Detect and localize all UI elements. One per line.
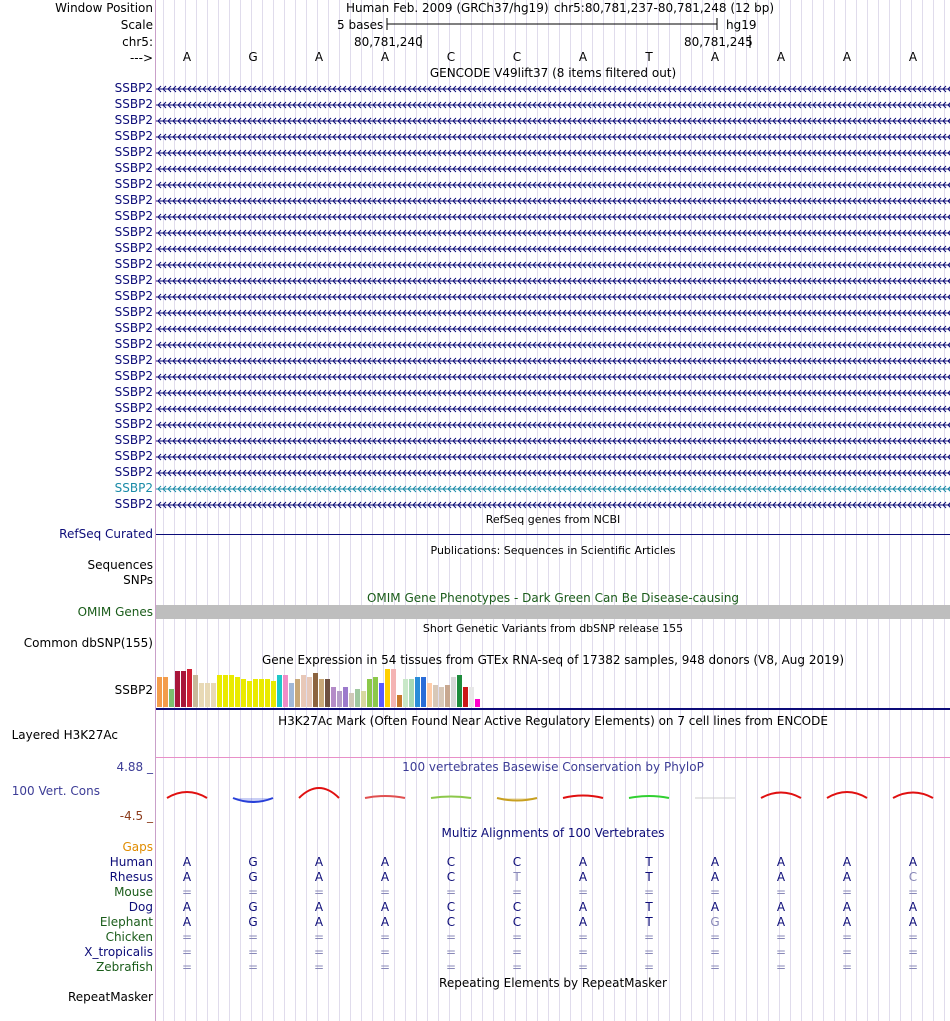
alignment-base: = [445,945,457,959]
alignment-base: = [841,885,853,899]
gencode-transcript[interactable] [156,435,950,447]
gtex-tissue-bar[interactable] [157,677,162,707]
gencode-transcript-label[interactable]: SSBP2 [114,113,153,127]
alignment-base: A [710,900,720,914]
gtex-tissue-bar[interactable] [427,683,432,707]
alignment-base: = [643,960,655,974]
alignment-base: = [907,885,919,899]
gtex-tissue-bar[interactable] [337,691,342,707]
scale-label: Scale [120,18,153,32]
gencode-transcript-label[interactable]: SSBP2 [114,97,153,111]
gtex-tissue-bar[interactable] [319,679,324,707]
gencode-transcript-label[interactable]: SSBP2 [114,433,153,447]
chrom-label: chr5: [122,35,153,49]
gtex-tissue-bar[interactable] [415,677,420,707]
alignment-base: = [709,930,721,944]
phylop-score-mark[interactable] [431,797,471,799]
alignment-base: = [775,885,787,899]
phylop-score-mark[interactable] [629,796,669,798]
alignment-base: = [577,885,589,899]
alignment-base: A [908,915,918,929]
gencode-transcript-label[interactable]: SSBP2 [114,289,153,303]
gencode-transcript[interactable] [156,163,950,175]
gencode-transcript[interactable] [156,451,950,463]
gtex-tissue-bar[interactable] [181,671,186,707]
alignment-base: = [379,885,391,899]
h3k27ac-baseline [156,757,950,758]
gtex-tissue-bar[interactable] [313,673,318,707]
gtex-tissue-bar[interactable] [277,675,282,707]
alignment-base: = [445,960,457,974]
gtex-tissue-bar[interactable] [283,675,288,707]
gtex-tissue-bar[interactable] [349,693,354,707]
gencode-transcript[interactable] [156,243,950,255]
dna-base: A [842,50,852,64]
h3k27ac-track-title: H3K27Ac Mark (Often Found Near Active Regulatory Elements) on 7 cell lines from ENCODE [278,714,828,728]
phylop-max-label: 4.88 _ [116,760,153,774]
alignment-base: A [908,855,918,869]
alignment-base: = [181,960,193,974]
phylop-score-mark[interactable] [497,798,537,801]
alignment-base: = [643,930,655,944]
omim-track-title: OMIM Gene Phenotypes - Dark Green Can Be Disease-causing [366,591,740,605]
alignment-base: A [578,900,588,914]
gtex-tissue-bar[interactable] [217,675,222,707]
alignment-base: = [379,945,391,959]
alignment-base: G [248,870,258,884]
gtex-track-title: Gene Expression in 54 tissues from GTEx RNA-seq of 17382 samples, 948 donors (V8, Aug 2019) [261,653,845,667]
db-label: hg19 [726,18,757,32]
gtex-label[interactable]: SSBP2 [114,683,153,697]
gtex-tissue-bar[interactable] [169,689,174,707]
phylop-score-mark[interactable] [299,788,339,798]
gencode-transcript[interactable] [156,307,950,319]
alignment-base: = [313,930,325,944]
gencode-transcript[interactable] [156,179,950,191]
species-label[interactable]: Elephant [99,915,153,929]
gencode-transcript[interactable] [156,339,950,351]
gtex-tissue-bar[interactable] [235,677,240,707]
gtex-tissue-bar[interactable] [259,679,264,707]
alignment-base: = [709,960,721,974]
alignment-base: = [379,930,391,944]
gencode-transcript-label[interactable]: SSBP2 [114,417,153,431]
species-label[interactable]: Human [109,855,153,869]
omim-label[interactable]: OMIM Genes [77,605,153,619]
alignment-base: A [182,900,192,914]
gtex-tissue-bar[interactable] [409,679,414,707]
gtex-tissue-bar[interactable] [199,683,204,707]
gencode-transcript[interactable] [156,291,950,303]
gtex-tissue-bar[interactable] [433,685,438,707]
dna-base: T [645,50,653,64]
alignment-base: A [842,915,852,929]
gtex-tissue-bar[interactable] [343,687,348,707]
alignment-base: = [775,960,787,974]
gtex-tissue-bar[interactable] [469,687,474,707]
alignment-base: = [841,945,853,959]
phylop-score-mark[interactable] [827,792,867,798]
dna-base: C [512,50,522,64]
gencode-transcript[interactable] [156,483,950,495]
multiz-track-title: Multiz Alignments of 100 Vertebrates [441,826,665,840]
omim-feature-bar[interactable] [156,605,950,619]
alignment-base: G [248,900,258,914]
alignment-base: A [776,855,786,869]
gencode-transcript-label[interactable]: SSBP2 [114,385,153,399]
alignment-base: A [842,900,852,914]
alignment-base: = [775,945,787,959]
dna-base: C [446,50,456,64]
alignment-base: A [578,855,588,869]
phylop-score-mark[interactable] [563,796,603,799]
gtex-tissue-bar[interactable] [253,679,258,707]
gencode-transcript-label[interactable]: SSBP2 [114,497,153,511]
alignment-base: = [841,930,853,944]
species-label[interactable]: Zebrafish [96,960,153,974]
alignment-base: A [578,870,588,884]
dna-base: A [182,50,192,64]
track-label-panel [0,0,156,1021]
alignment-base: A [776,900,786,914]
gtex-tissue-bar[interactable] [391,669,396,707]
gtex-tissue-bar[interactable] [451,677,456,707]
alignment-base: A [380,900,390,914]
gtex-tissue-bar[interactable] [175,671,180,707]
snps-label[interactable]: SNPs [123,573,153,587]
gencode-transcript[interactable] [156,323,950,335]
alignment-base: G [248,855,258,869]
alignment-base: A [842,855,852,869]
gtex-tissue-bar[interactable] [355,689,360,707]
gtex-tissue-bar[interactable] [379,683,384,707]
repeatmasker-label[interactable]: RepeatMasker [67,990,153,1004]
gtex-tissue-bar[interactable] [475,699,480,707]
gencode-transcript[interactable] [156,419,950,431]
alignment-base: T [645,855,653,869]
gencode-transcript[interactable] [156,371,950,383]
alignment-base: = [709,945,721,959]
alignment-base: C [908,870,918,884]
phylop-score-mark[interactable] [893,793,933,799]
alignment-base: A [710,870,720,884]
alignment-base: = [445,930,457,944]
species-label[interactable]: X_tropicalis [84,945,153,959]
alignment-base: = [709,885,721,899]
alignment-base: = [643,945,655,959]
gencode-transcript-label[interactable]: SSBP2 [114,257,153,271]
alignment-base: T [513,870,521,884]
gencode-transcript-label[interactable]: SSBP2 [114,353,153,367]
gtex-tissue-bar[interactable] [385,669,390,707]
gtex-tissue-bar[interactable] [397,695,402,707]
alignment-base: A [182,915,192,929]
alignment-base: C [512,900,522,914]
alignment-base: A [314,855,324,869]
alignment-base: A [182,855,192,869]
alignment-base: = [907,945,919,959]
species-label[interactable]: Chicken [105,930,153,944]
gtex-tissue-bar[interactable] [445,685,450,707]
dna-base: A [314,50,324,64]
alignment-base: A [578,915,588,929]
alignment-base: = [247,930,259,944]
alignment-base: A [380,870,390,884]
alignment-base: = [313,885,325,899]
alignment-base: A [776,870,786,884]
gencode-transcript[interactable] [156,131,950,143]
gtex-tissue-bar[interactable] [211,683,216,707]
track-image-area[interactable] [156,0,950,1021]
alignment-base: C [512,855,522,869]
alignment-base: = [445,885,457,899]
gtex-tissue-bar[interactable] [307,677,312,707]
gtex-tissue-bar[interactable] [229,675,234,707]
assembly-name: Human Feb. 2009 (GRCh37/hg19) [346,1,549,15]
alignment-base: = [775,930,787,944]
gencode-transcript-label[interactable]: SSBP2 [114,145,153,159]
alignment-base: T [645,915,653,929]
h3k27ac-label[interactable]: Layered H3K27Ac [11,728,118,742]
alignment-base: A [314,900,324,914]
gencode-transcript-label[interactable]: SSBP2 [114,209,153,223]
alignment-base: A [380,855,390,869]
gencode-transcript-label[interactable]: SSBP2 [114,81,153,95]
phylop-score-mark[interactable] [233,798,273,802]
gencode-transcript-label[interactable]: SSBP2 [114,177,153,191]
gencode-transcript-label[interactable]: SSBP2 [114,193,153,207]
alignment-base: = [577,930,589,944]
phylop-conservation-plot[interactable] [156,774,950,824]
species-label[interactable]: Mouse [114,885,153,899]
gencode-transcript-label[interactable]: SSBP2 [114,225,153,239]
phylop-min-label: -4.5 _ [119,809,153,823]
gtex-tissue-bar[interactable] [289,683,294,707]
alignment-base: T [645,900,653,914]
gencode-transcript[interactable] [156,211,950,223]
alignment-base: = [313,960,325,974]
alignment-base: = [907,960,919,974]
gencode-transcript[interactable] [156,403,950,415]
gencode-transcript[interactable] [156,499,950,511]
alignment-base: A [314,915,324,929]
dna-base: A [710,50,720,64]
phylop-score-mark[interactable] [365,796,405,798]
gencode-transcript-label[interactable]: SSBP2 [114,273,153,287]
alignment-base: = [577,945,589,959]
gencode-transcript[interactable] [156,195,950,207]
gtex-tissue-bar[interactable] [457,675,462,707]
gtex-tissue-bar[interactable] [439,687,444,707]
alignment-base: C [446,855,456,869]
gencode-transcript[interactable] [156,147,950,159]
window-position-label: Window Position [55,1,153,15]
gencode-transcript[interactable] [156,355,950,367]
alignment-base: = [643,885,655,899]
gtex-tissue-bar[interactable] [187,669,192,707]
gencode-transcript[interactable] [156,115,950,127]
refseq-gene-line[interactable] [156,534,950,535]
refseq-label[interactable]: RefSeq Curated [59,527,153,541]
gencode-transcript-label[interactable]: SSBP2 [114,161,153,175]
repeatmasker-track-title: Repeating Elements by RepeatMasker [439,976,667,990]
phylop-track-title: 100 vertebrates Basewise Conservation by PhyloP [402,760,704,774]
gtex-tissue-bar[interactable] [373,677,378,707]
alignment-base: = [511,945,523,959]
alignment-base: = [181,930,193,944]
scale-text: 5 bases [337,18,384,32]
gtex-tissue-bar[interactable] [301,675,306,707]
gtex-tissue-bar[interactable] [205,683,210,707]
gencode-transcript[interactable] [156,99,950,111]
gencode-transcript[interactable] [156,387,950,399]
species-label[interactable]: Dog [128,900,153,914]
alignment-base: = [577,960,589,974]
alignment-base: C [512,915,522,929]
gencode-transcript-label[interactable]: SSBP2 [114,305,153,319]
dna-base: G [248,50,258,64]
dna-base: A [578,50,588,64]
alignment-base: = [247,960,259,974]
gencode-transcript-label[interactable]: SSBP2 [114,369,153,383]
scale-bar [156,0,950,60]
dbsnp-label[interactable]: Common dbSNP(155) [23,636,153,650]
dbsnp-track-title: Short Genetic Variants from dbSNP release 155 [422,622,684,635]
alignment-base: = [313,945,325,959]
alignment-base: = [511,960,523,974]
refseq-track-title: RefSeq genes from NCBI [485,513,621,526]
gtex-tissue-bar[interactable] [241,679,246,707]
sequences-label[interactable]: Sequences [87,558,153,572]
alignment-base: A [776,915,786,929]
gencode-transcript[interactable] [156,467,950,479]
dna-base: A [380,50,390,64]
gencode-transcript[interactable] [156,83,950,95]
alignment-base: A [314,870,324,884]
gencode-transcript-label[interactable]: SSBP2 [114,465,153,479]
alignment-base: A [380,915,390,929]
alignment-base: = [181,885,193,899]
alignment-base: = [181,945,193,959]
alignment-base: T [645,870,653,884]
gtex-tissue-bar[interactable] [463,687,468,707]
gtex-tissue-bar[interactable] [247,681,252,707]
gencode-transcript-label[interactable]: SSBP2 [114,241,153,255]
gencode-track-title: GENCODE V49lift37 (8 items filtered out) [429,66,677,80]
gencode-transcript[interactable] [156,227,950,239]
gtex-tissue-bar[interactable] [367,679,372,707]
phylop-score-mark[interactable] [761,793,801,799]
gtex-tissue-bar[interactable] [361,691,366,707]
gtex-tissue-bar[interactable] [271,681,276,707]
alignment-base: A [182,870,192,884]
gtex-expression-chart[interactable] [156,667,950,711]
gencode-transcript-label[interactable]: SSBP2 [114,129,153,143]
coordinate-label-2: 80,781,245 [684,35,753,49]
phylop-label[interactable]: 100 Vert. Cons [11,784,100,798]
dna-base: A [776,50,786,64]
window-position: chr5:80,781,237-80,781,248 (12 bp) [554,1,775,15]
alignment-base: G [710,915,720,929]
alignment-base: = [841,960,853,974]
gencode-transcript-label[interactable]: SSBP2 [114,401,153,415]
gencode-transcript-label[interactable]: SSBP2 [114,321,153,335]
alignment-base: = [247,885,259,899]
alignment-base: C [446,870,456,884]
alignment-base: = [511,930,523,944]
coordinate-label-1: 80,781,240 [354,35,423,49]
gencode-transcript[interactable] [156,259,950,271]
gencode-transcript[interactable] [156,275,950,287]
gtex-tissue-bar[interactable] [163,677,168,707]
gtex-tissue-bar[interactable] [331,687,336,707]
alignment-base: C [446,900,456,914]
gtex-tissue-bar[interactable] [295,679,300,707]
dna-base: A [908,50,918,64]
alignment-base: C [446,915,456,929]
gtex-tissue-bar[interactable] [421,677,426,707]
gencode-transcript-label[interactable]: SSBP2 [114,337,153,351]
gtex-tissue-bar[interactable] [403,679,408,707]
publications-track-title: Publications: Sequences in Scientific Articles [430,544,676,557]
alignment-base: G [248,915,258,929]
alignment-base: = [247,945,259,959]
alignment-base: = [511,885,523,899]
alignment-base: A [710,855,720,869]
alignment-base: = [907,930,919,944]
gtex-tissue-bar[interactable] [193,675,198,707]
strand-label: ---> [129,51,153,65]
phylop-score-mark[interactable] [167,792,207,798]
gtex-tissue-bar[interactable] [325,679,330,707]
gtex-tissue-bar[interactable] [265,679,270,707]
gaps-label: Gaps [122,840,153,854]
gencode-transcript-label[interactable]: SSBP2 [114,481,153,495]
gencode-transcript-label[interactable]: SSBP2 [114,449,153,463]
alignment-base: = [379,960,391,974]
gtex-tissue-bar[interactable] [223,675,228,707]
species-label[interactable]: Rhesus [109,870,153,884]
alignment-base: A [908,900,918,914]
alignment-base: A [842,870,852,884]
